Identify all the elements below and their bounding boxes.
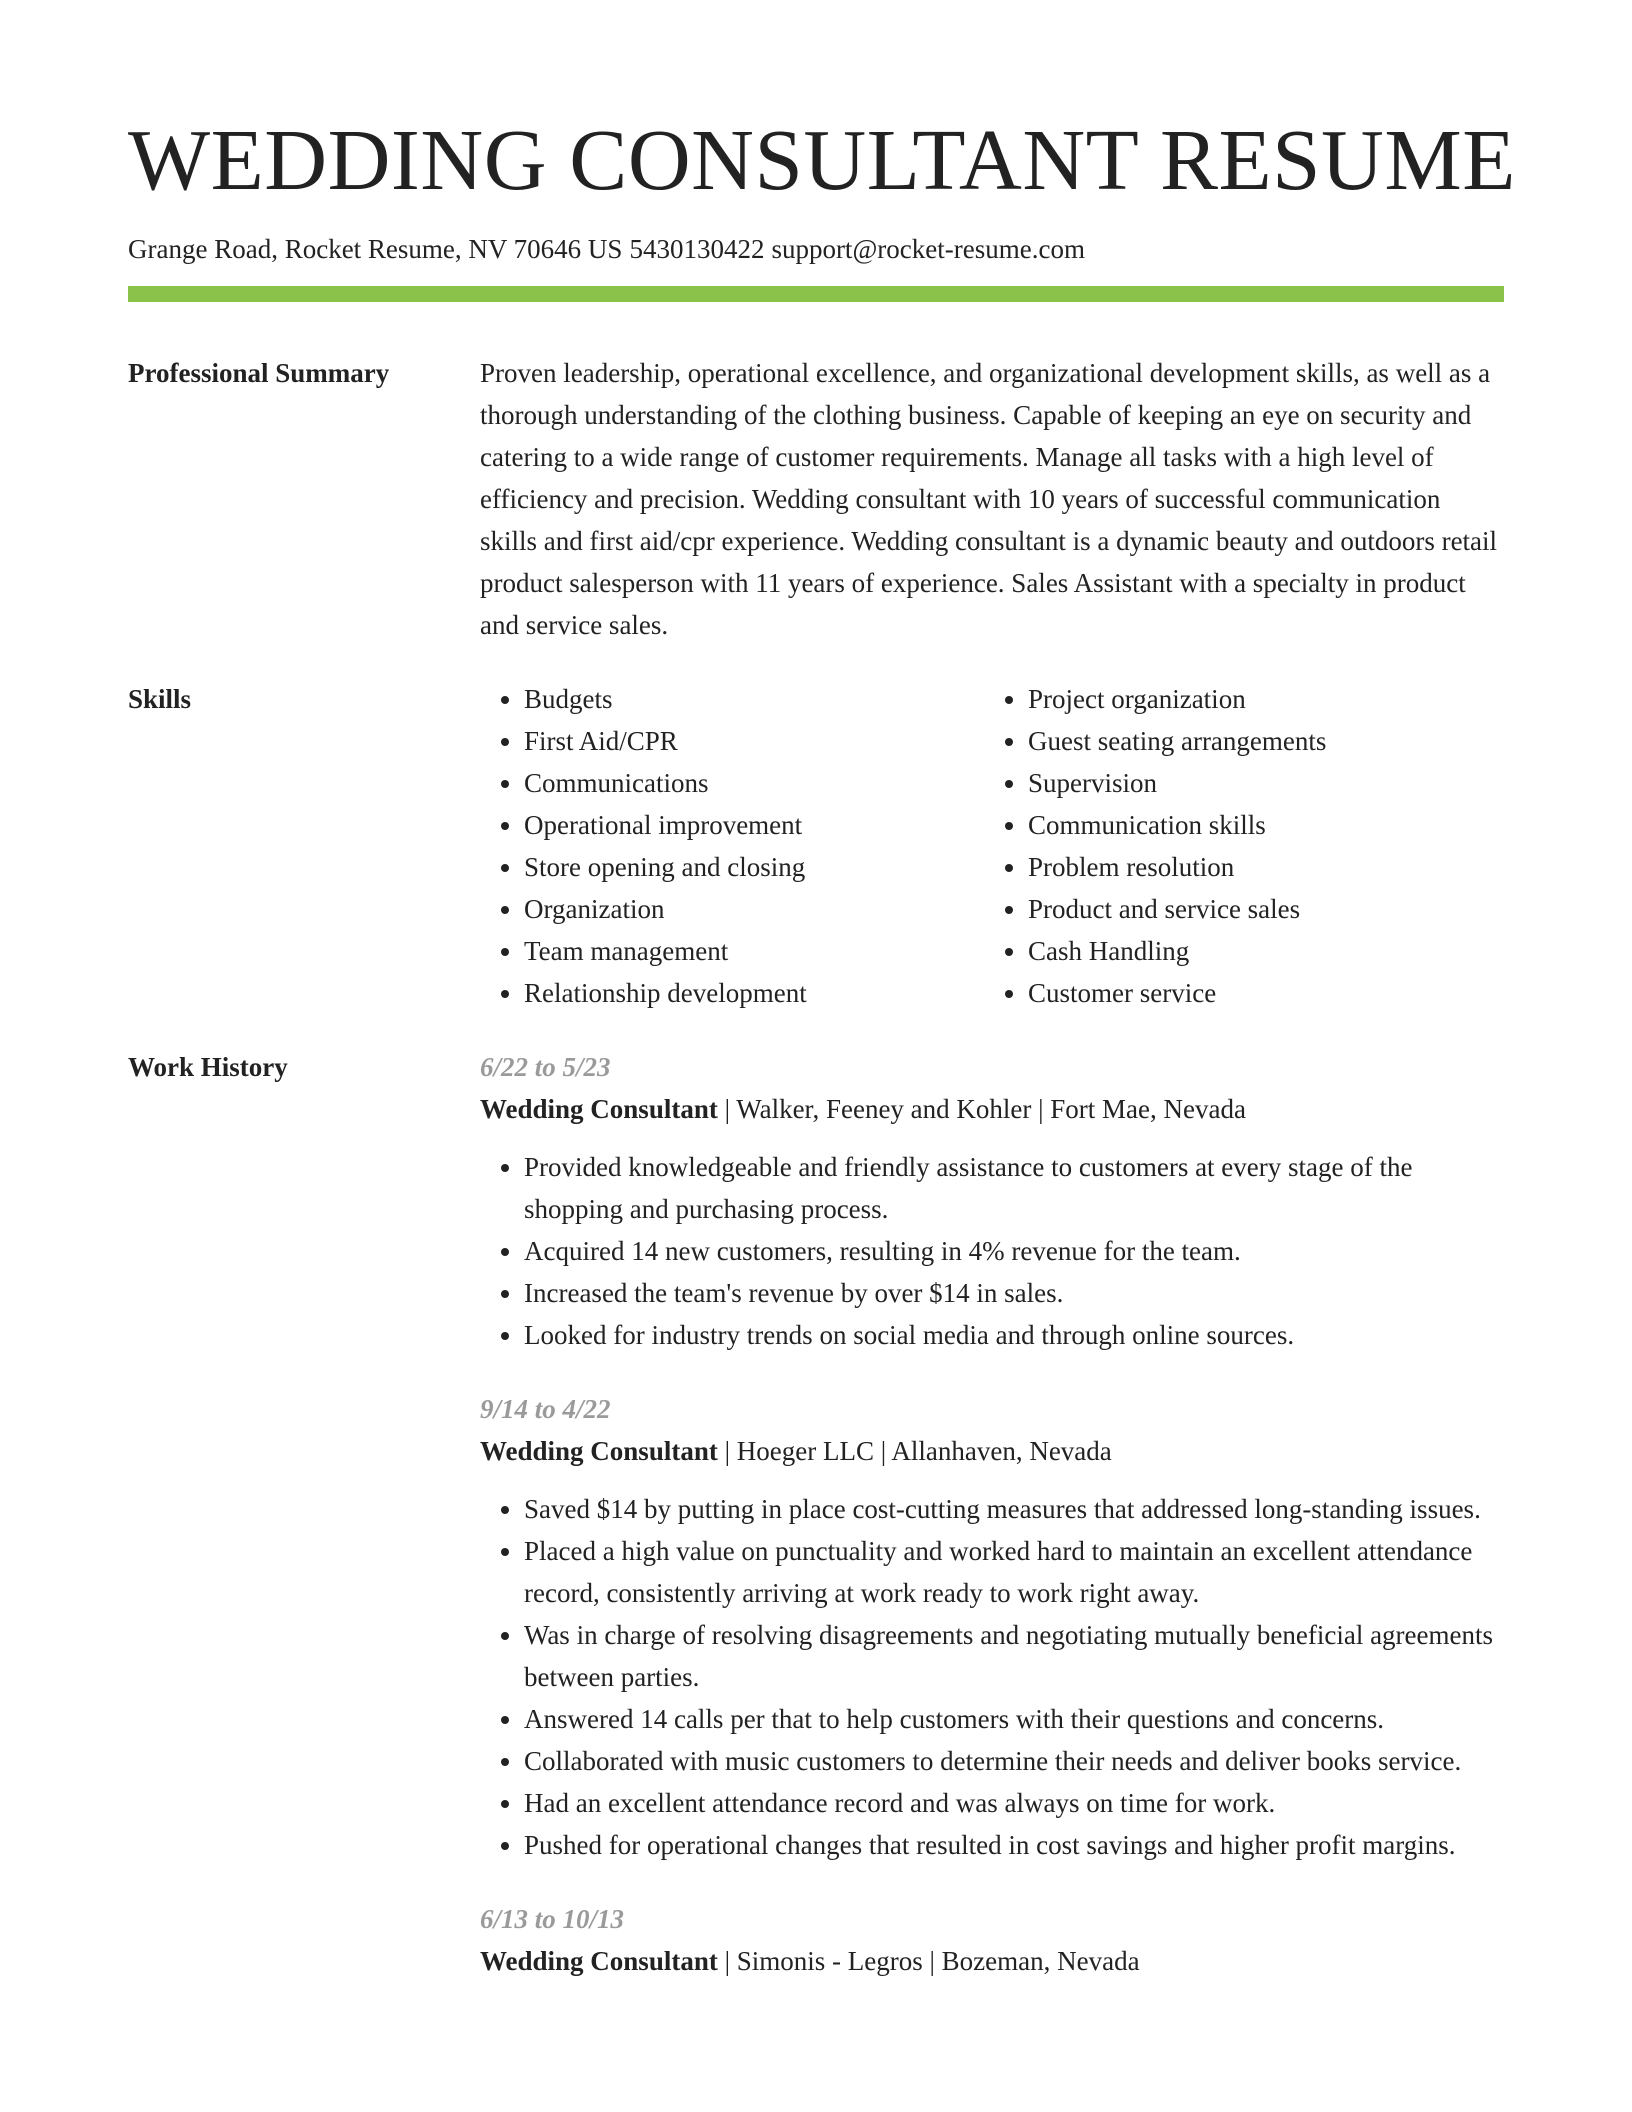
job-employer-location: | Hoeger LLC | Allanhaven, Nevada bbox=[717, 1436, 1112, 1467]
contact-email: support@rocket-resume.com bbox=[771, 234, 1085, 265]
skill-item: • Problem resolution bbox=[1028, 846, 1488, 888]
contact-line bbox=[128, 232, 1504, 267]
skill-item: • Relationship development bbox=[524, 972, 984, 1014]
job-heading bbox=[480, 1940, 1504, 1982]
skill-item: • Organization bbox=[524, 888, 984, 930]
skills-section bbox=[128, 678, 1504, 1014]
skills-list-right bbox=[984, 678, 1488, 1014]
job-bullets bbox=[480, 1488, 1504, 1866]
job-bullet: • Was in charge of resolving disagreements and negotiating mutually beneficial agreements between parties. bbox=[524, 1614, 1504, 1698]
job-bullets bbox=[480, 1146, 1504, 1356]
summary-section bbox=[128, 352, 1504, 646]
skill-item: • Team management bbox=[524, 930, 984, 972]
job-title: Wedding Consultant bbox=[480, 1436, 718, 1467]
job-bullet: • Increased the team's revenue by over $14 in sales. bbox=[524, 1272, 1504, 1314]
job-entry bbox=[480, 1388, 1504, 1866]
contact-address: Grange Road, Rocket Resume, NV 70646 US bbox=[128, 234, 623, 265]
skill-item: • Budgets bbox=[524, 678, 984, 720]
skill-item: • Product and service sales bbox=[1028, 888, 1488, 930]
skill-item: • First Aid/CPR bbox=[524, 720, 984, 762]
job-entry bbox=[480, 1898, 1504, 1982]
summary-text: Proven leadership, operational excellence, and organizational development skills, as well as a thorough understanding of the clothing business. Capable of keeping an eye on security and catering to a wide range of customer requirements. Manage all tasks with a high level of efficiency and precision. Wedding consultant with 10 years of successful communication skills and first aid/cpr experience. Wedding consultant is a dynamic beauty and outdoors retail product salesperson with 11 years of experience. Sales Assistant with a specialty in product and service sales. bbox=[480, 358, 1498, 641]
job-bullet: • Saved $14 by putting in place cost-cutting measures that addressed long-standing issues. bbox=[524, 1488, 1504, 1530]
job-heading bbox=[480, 1430, 1504, 1472]
job-bullet: • Placed a high value on punctuality and worked hard to maintain an excellent attendance record, consistently arriving at work ready to work right away. bbox=[524, 1530, 1504, 1614]
job-bullet: • Answered 14 calls per that to help customers with their questions and concerns. bbox=[524, 1698, 1504, 1740]
skill-item: • Cash Handling bbox=[1028, 930, 1488, 972]
section-label-work-history: Work History bbox=[128, 1052, 288, 1083]
resume-title: WEDDING CONSULTANT RESUME bbox=[128, 111, 1516, 208]
skill-item: • Guest seating arrangements bbox=[1028, 720, 1488, 762]
job-bullet: • Looked for industry trends on social media and through online sources. bbox=[524, 1314, 1504, 1356]
skill-item: • Project organization bbox=[1028, 678, 1488, 720]
job-bullet: • Provided knowledgeable and friendly assistance to customers at every stage of the shopping and purchasing process. bbox=[524, 1146, 1504, 1230]
job-dates: 6/13 to 10/13 bbox=[480, 1904, 625, 1935]
job-employer-location: | Walker, Feeney and Kohler | Fort Mae, Nevada bbox=[717, 1094, 1246, 1125]
skill-item: • Communication skills bbox=[1028, 804, 1488, 846]
job-bullet: • Had an excellent attendance record and was always on time for work. bbox=[524, 1782, 1504, 1824]
job-heading bbox=[480, 1088, 1504, 1130]
job-dates: 6/22 to 5/23 bbox=[480, 1052, 611, 1083]
job-bullet: • Pushed for operational changes that resulted in cost savings and higher profit margins. bbox=[524, 1824, 1504, 1866]
job-title: Wedding Consultant bbox=[480, 1094, 718, 1125]
skills-list-left bbox=[480, 678, 984, 1014]
job-title: Wedding Consultant bbox=[480, 1946, 718, 1977]
skill-item: • Store opening and closing bbox=[524, 846, 984, 888]
section-label-skills: Skills bbox=[128, 684, 192, 715]
resume-page bbox=[128, 110, 1516, 2014]
job-entry bbox=[480, 1046, 1504, 1356]
job-bullet: • Collaborated with music customers to determine their needs and deliver books service. bbox=[524, 1740, 1504, 1782]
header-divider bbox=[128, 286, 1504, 302]
skill-item: • Communications bbox=[524, 762, 984, 804]
skill-item: • Supervision bbox=[1028, 762, 1488, 804]
job-dates: 9/14 to 4/22 bbox=[480, 1394, 611, 1425]
job-bullet: • Acquired 14 new customers, resulting in 4% revenue for the team. bbox=[524, 1230, 1504, 1272]
section-label-summary: Professional Summary bbox=[128, 358, 390, 389]
skill-item: • Operational improvement bbox=[524, 804, 984, 846]
skill-item: • Customer service bbox=[1028, 972, 1488, 1014]
contact-phone: 5430130422 bbox=[629, 234, 765, 265]
work-history-section bbox=[128, 1046, 1504, 2014]
job-employer-location: | Simonis - Legros | Bozeman, Nevada bbox=[717, 1946, 1140, 1977]
